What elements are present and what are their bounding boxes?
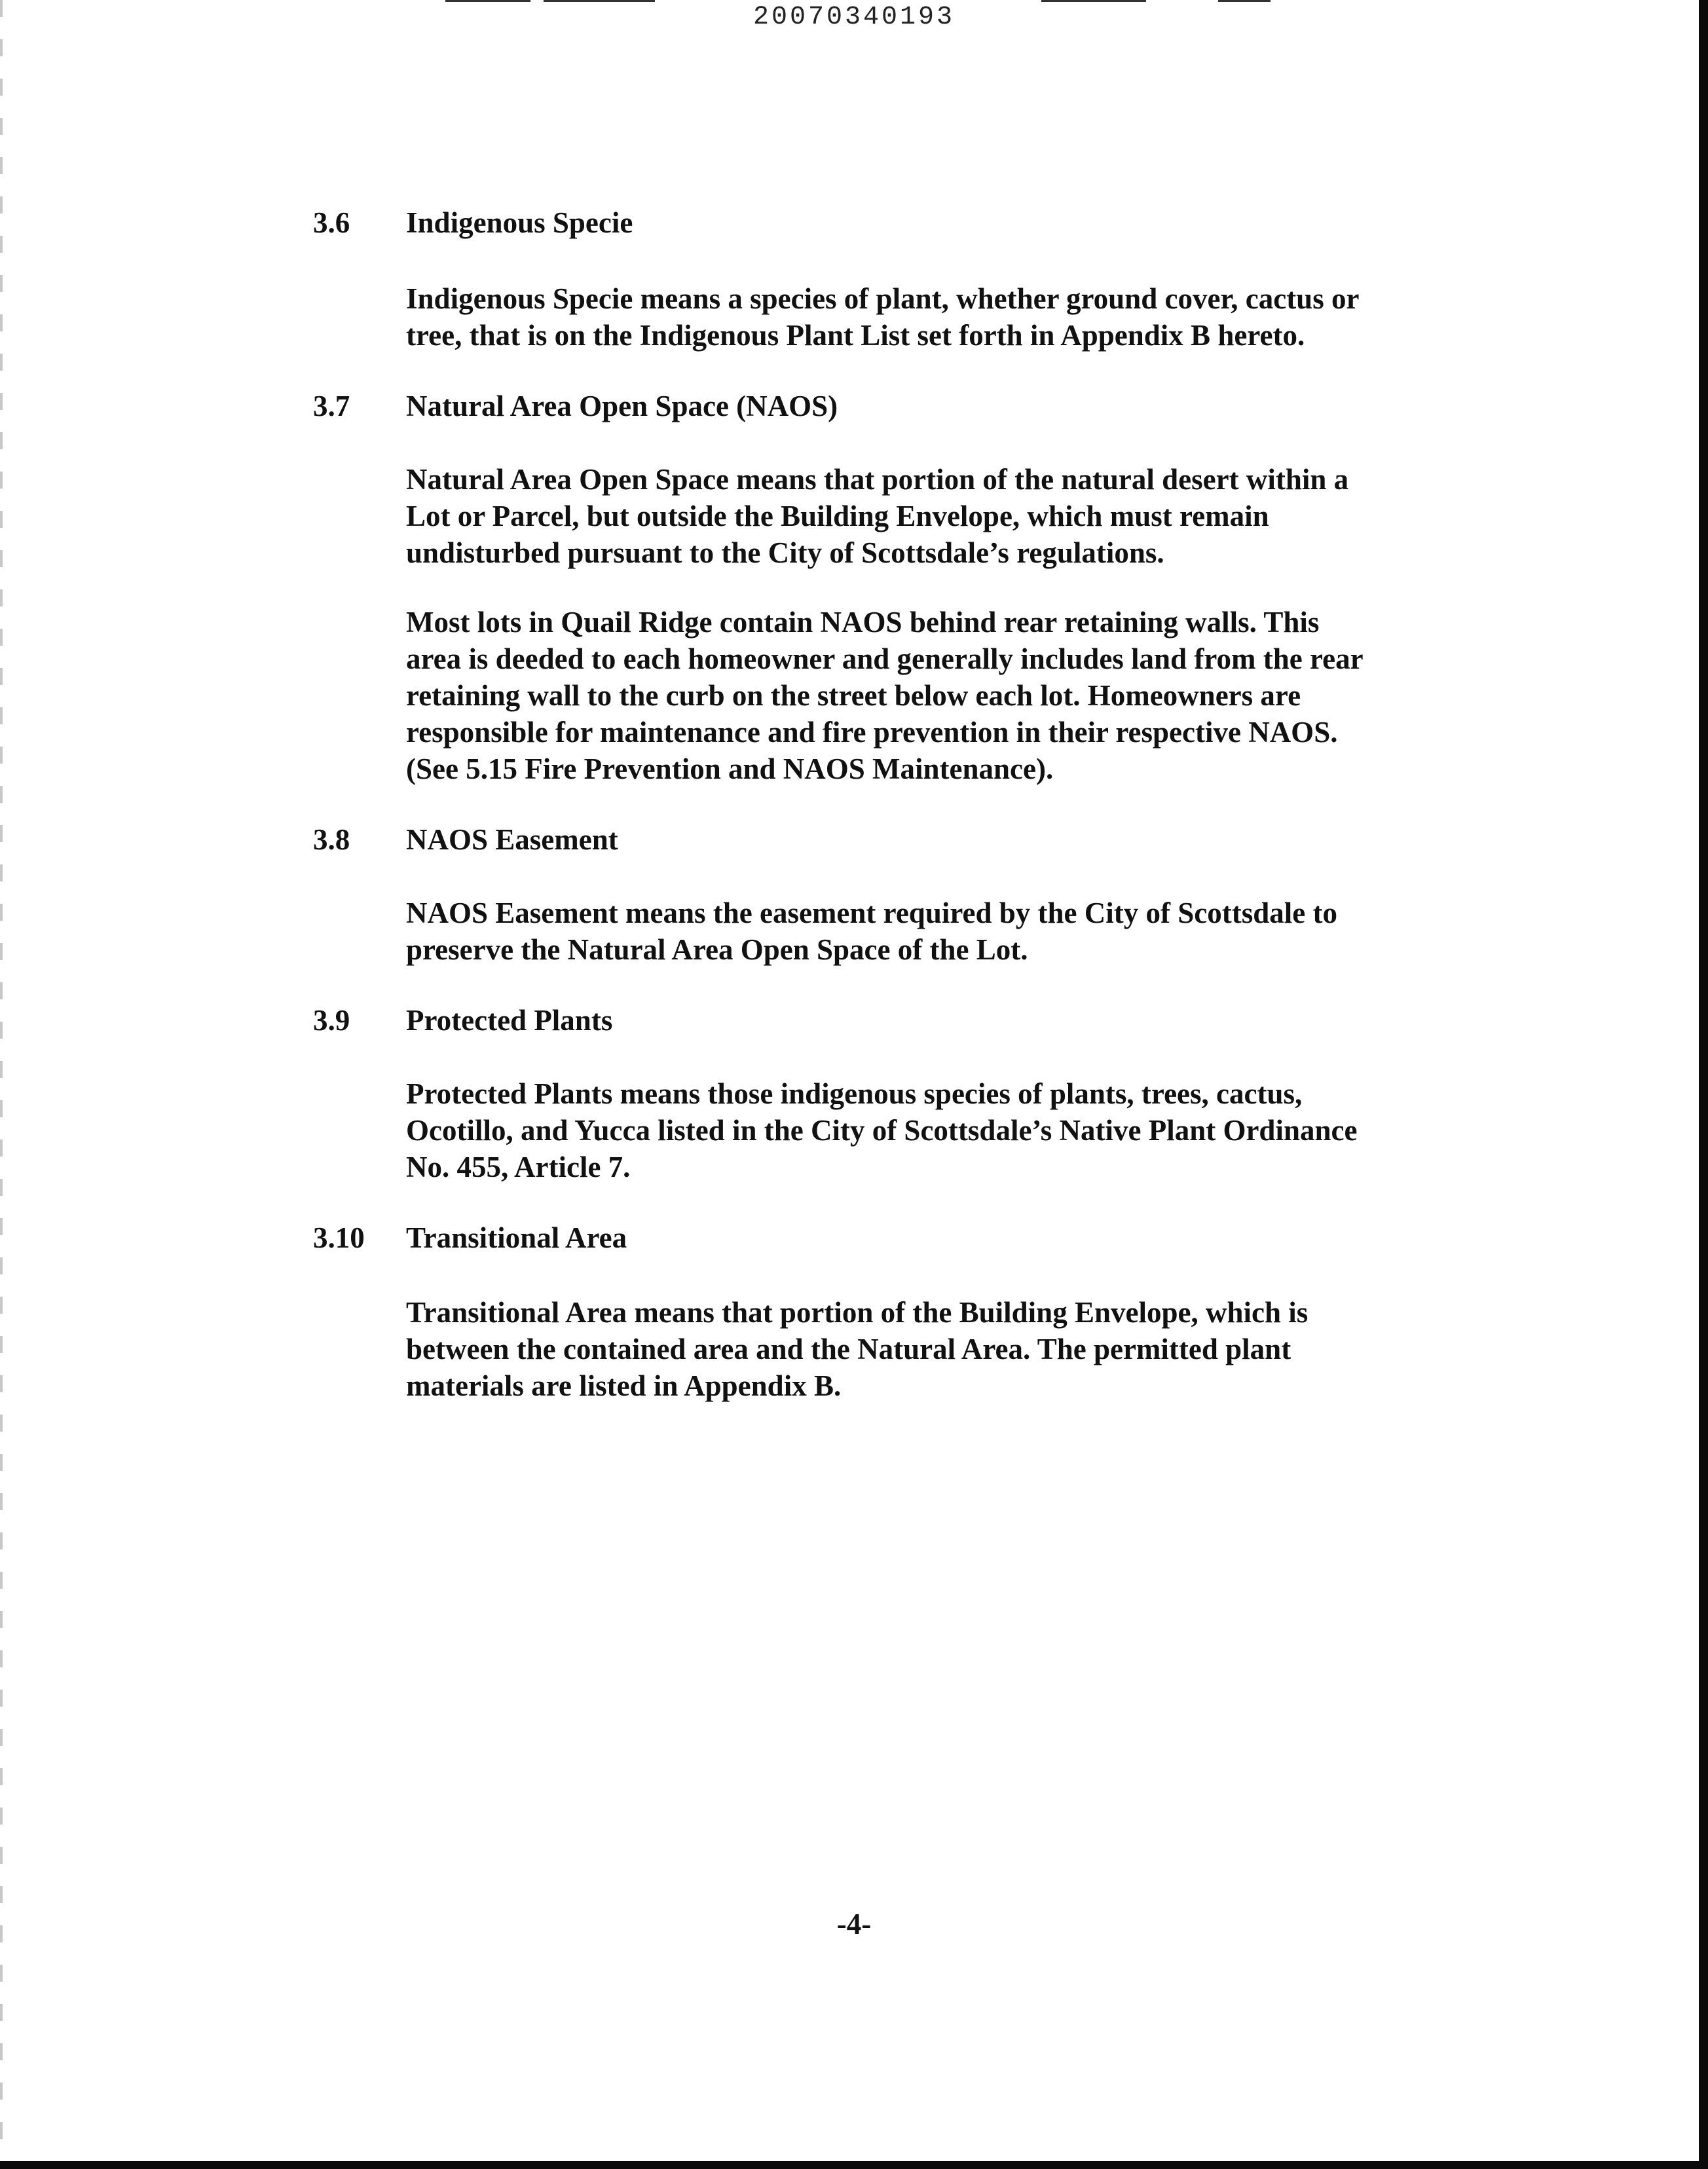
section-paragraph <box>406 1075 1441 1185</box>
paragraph-line: Most lots in Quail Ridge contain NAOS behind rear retaining walls. This <box>406 606 1320 639</box>
paragraph-line: responsible for maintenance and fire prevention in their respective NAOS. <box>406 716 1338 749</box>
section-number: 3.10 <box>313 1221 365 1254</box>
paragraph-line: tree, that is on the Indigenous Plant List set forth in Appendix B hereto. <box>406 319 1305 352</box>
section-paragraph <box>406 461 1441 571</box>
paragraph-line: No. 455, Article 7. <box>406 1151 631 1183</box>
paragraph-line: Natural Area Open Space means that portion of the natural desert within a <box>406 463 1349 496</box>
section-title: Transitional Area <box>406 1221 627 1254</box>
section-paragraph <box>406 604 1441 787</box>
scan-mark <box>544 0 655 2</box>
paragraph-line: undisturbed pursuant to the City of Scottsdale’s regulations. <box>406 536 1164 569</box>
paragraph-line: retaining wall to the curb on the street below each lot. Homeowners are <box>406 679 1301 712</box>
paragraph-line: (See 5.15 Fire Prevention and NAOS Maintenance). <box>406 752 1054 785</box>
section-paragraph <box>406 895 1441 968</box>
page-number: -4- <box>836 1908 872 1940</box>
section-title: Indigenous Specie <box>406 206 633 239</box>
section-number: 3.9 <box>313 1004 350 1037</box>
scan-mark <box>445 0 530 2</box>
scan-bottom-edge <box>0 2161 1708 2169</box>
paragraph-line: Protected Plants means those indigenous species of plants, trees, cactus, <box>406 1077 1303 1110</box>
section-number: 3.8 <box>313 823 350 856</box>
paragraph-line: Transitional Area means that portion of the Building Envelope, which is <box>406 1296 1309 1329</box>
paragraph-line: NAOS Easement means the easement required by the City of Scottsdale to <box>406 897 1337 929</box>
scan-mark <box>1041 0 1146 2</box>
paragraph-line: Ocotillo, and Yucca listed in the City of Scottsdale’s Native Plant Ordinance <box>406 1114 1358 1147</box>
paragraph-line: Lot or Parcel, but outside the Building Envelope, which must remain <box>406 500 1269 532</box>
section-paragraph <box>406 280 1441 354</box>
paragraph-line: materials are listed in Appendix B. <box>406 1369 842 1402</box>
section-title: Protected Plants <box>406 1004 613 1037</box>
paragraph-line: between the contained area and the Natural Area. The permitted plant <box>406 1333 1291 1365</box>
scan-right-edge <box>1699 0 1708 2169</box>
scan-left-edge <box>0 0 3 2169</box>
paragraph-line: Indigenous Specie means a species of plant, whether ground cover, cactus or <box>406 282 1360 315</box>
section-paragraph <box>406 1294 1441 1404</box>
paragraph-line: area is deeded to each homeowner and generally includes land from the rear <box>406 642 1364 675</box>
section-number: 3.7 <box>313 390 350 422</box>
section-title: NAOS Easement <box>406 823 618 856</box>
section-title: Natural Area Open Space (NAOS) <box>406 390 838 422</box>
scan-mark <box>1218 0 1271 2</box>
recording-number: 20070340193 <box>752 3 956 32</box>
section-number: 3.6 <box>313 206 350 239</box>
paragraph-line: preserve the Natural Area Open Space of the Lot. <box>406 933 1028 966</box>
